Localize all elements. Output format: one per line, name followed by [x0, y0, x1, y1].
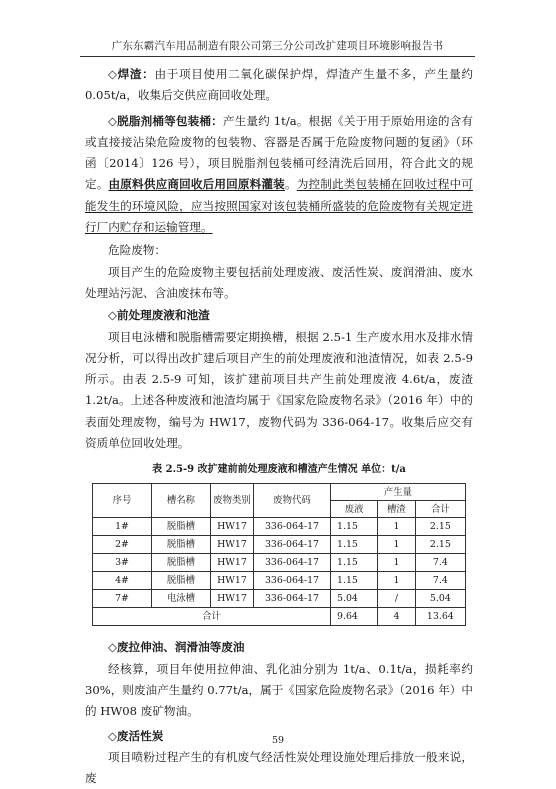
table-row [93, 590, 466, 608]
col-waste-code: 废物代码 [254, 484, 331, 518]
table-sum-row [93, 608, 466, 626]
cell-name: 脱脂槽 [152, 572, 211, 590]
cell-name: 脱脂槽 [152, 518, 211, 536]
cell-no: 4# [93, 572, 152, 590]
cell-liquid: 1.15 [331, 554, 378, 572]
cell-sum-residue: 4 [378, 608, 416, 626]
page-content [85, 64, 473, 789]
text-degreaser-drum-bold: 由原料供应商回收后用回原料灌装 [108, 177, 285, 192]
cell-sum-total: 13.64 [415, 608, 465, 626]
cell-name: 电泳槽 [152, 590, 211, 608]
table-caption: 表 2.5-9 改扩建前前处理废液和槽渣产生情况 单位：t/a [152, 464, 406, 476]
cell-name: 脱脂槽 [152, 536, 211, 554]
page-header: 广东东霸汽车用品制造有限公司第三分公司改扩建项目环境影响报告书 [111, 40, 444, 52]
cell-sum-label: 合计 [93, 608, 331, 626]
header-rule [80, 56, 475, 57]
cell-residue: 1 [378, 554, 416, 572]
cell-total: 7.4 [415, 554, 465, 572]
cell-residue: 1 [378, 536, 416, 554]
cell-liquid: 1.15 [331, 518, 378, 536]
cell-total: 2.15 [415, 518, 465, 536]
cell-name: 脱脂槽 [152, 554, 211, 572]
cell-no: 1# [93, 518, 152, 536]
cell-category: HW17 [211, 518, 254, 536]
heading-waste-oil: ◇废拉伸油、润滑油等废油 [108, 640, 245, 655]
table-row [93, 518, 466, 536]
text-degreaser-drum-1: 产生量约 1t/a。根据《关于用于原始用途的含有或直接接沾染危险废物的包装物、容器是否属于危险废物问题的复函》（环函〔2014〕126 号），项目脱脂剂包装桶可经清洗后回用，符合此文的规定。 [85, 113, 473, 192]
text-degreaser-drum-2: 。 [284, 177, 297, 192]
cell-residue: / [378, 590, 416, 608]
cell-sum-liquid: 9.64 [331, 608, 378, 626]
waste-table [92, 483, 466, 626]
text-welding-slag: 由于项目使用二氧化碳保护焊，焊渣产生量不多，产生量约 0.05t/a，收集后交供应商回收处理。 [85, 67, 473, 103]
table-row [93, 536, 466, 554]
cell-code: 336-064-17 [254, 590, 331, 608]
heading-welding-slag: ◇焊渣： [108, 67, 155, 81]
cell-code: 336-064-17 [254, 554, 331, 572]
text-degreaser-drum-underline: 为控制此类包装桶在回收过程中可能发生的环境风险，应当按照国家对该包装桶所盛装的危险废物有关规定进行厂内贮存和运输管理。 [85, 177, 473, 235]
page-number: 59 [271, 735, 285, 746]
cell-residue: 1 [378, 518, 416, 536]
col-no: 序号 [93, 484, 152, 518]
cell-no: 3# [93, 554, 152, 572]
cell-liquid: 5.04 [331, 590, 378, 608]
cell-liquid: 1.15 [331, 536, 378, 554]
cell-category: HW17 [211, 536, 254, 554]
col-output: 产生量 [331, 484, 466, 501]
col-total: 合计 [415, 501, 465, 518]
col-waste-liquid: 废液 [331, 501, 378, 518]
label-hazardous-waste: 危险废物： [108, 243, 166, 258]
cell-total: 7.4 [415, 572, 465, 590]
cell-code: 336-064-17 [254, 572, 331, 590]
cell-code: 336-064-17 [254, 518, 331, 536]
cell-category: HW17 [211, 572, 254, 590]
table-row [93, 554, 466, 572]
col-tank-name: 槽名称 [152, 484, 211, 518]
col-waste-category: 废物类别 [211, 484, 254, 518]
col-tank-residue: 槽渣 [378, 501, 416, 518]
paragraph-waste-carbon: 项目喷粉过程产生的有机废气经活性炭处理设施处理后排放一般来说，废 [85, 749, 473, 786]
paragraph-degreaser-drum [85, 111, 473, 239]
table-row [93, 572, 466, 590]
cell-total: 2.15 [415, 536, 465, 554]
cell-category: HW17 [211, 590, 254, 608]
heading-pretreatment-liquid: ◇前处理废液和池渣 [108, 308, 210, 323]
cell-total: 5.04 [415, 590, 465, 608]
cell-no: 7# [93, 590, 152, 608]
heading-degreaser-drum: ◇脱脂剂桶等包装桶： [108, 113, 223, 128]
paragraph-pretreatment-liquid: 项目电泳槽和脱脂槽需要定期换槽，根据 2.5-1 生产废水用水及排水情况分析，可以得出改扩建后项目产生的前处理废液和池渣情况，如表 2.5-9 所示。由表 2.5-9 可知，该扩建前项目共产生前处理废液 4.6t/a，废渣 1.2t/a。上述各种废液和池渣均属于《国家危险废物名录》（2016 年）中的表面处理废物，编号为 HW17，废物代码为 336-064-17。收集后应交有资质单位回收处理。 [85, 329, 473, 451]
paragraph-waste-oil: 经核算，项目年使用拉伸油、乳化油分别为 1t/a、0.1t/a，损耗率约 30%，则废油产生量约 0.77t/a，属于《国家危险废物名录》（2016 年）中的 HW08 废矿物油。 [85, 661, 473, 719]
heading-waste-carbon: ◇废活性炭 [108, 728, 164, 743]
cell-code: 336-064-17 [254, 536, 331, 554]
paragraph-welding-slag [85, 64, 473, 107]
cell-liquid: 1.15 [331, 572, 378, 590]
paragraph-hazardous-waste: 项目产生的危险废物主要包括前处理废液、废活性炭、废润滑油、废水处理站污泥、含油废抹布等。 [85, 264, 473, 300]
cell-category: HW17 [211, 554, 254, 572]
cell-residue: 1 [378, 572, 416, 590]
cell-no: 2# [93, 536, 152, 554]
